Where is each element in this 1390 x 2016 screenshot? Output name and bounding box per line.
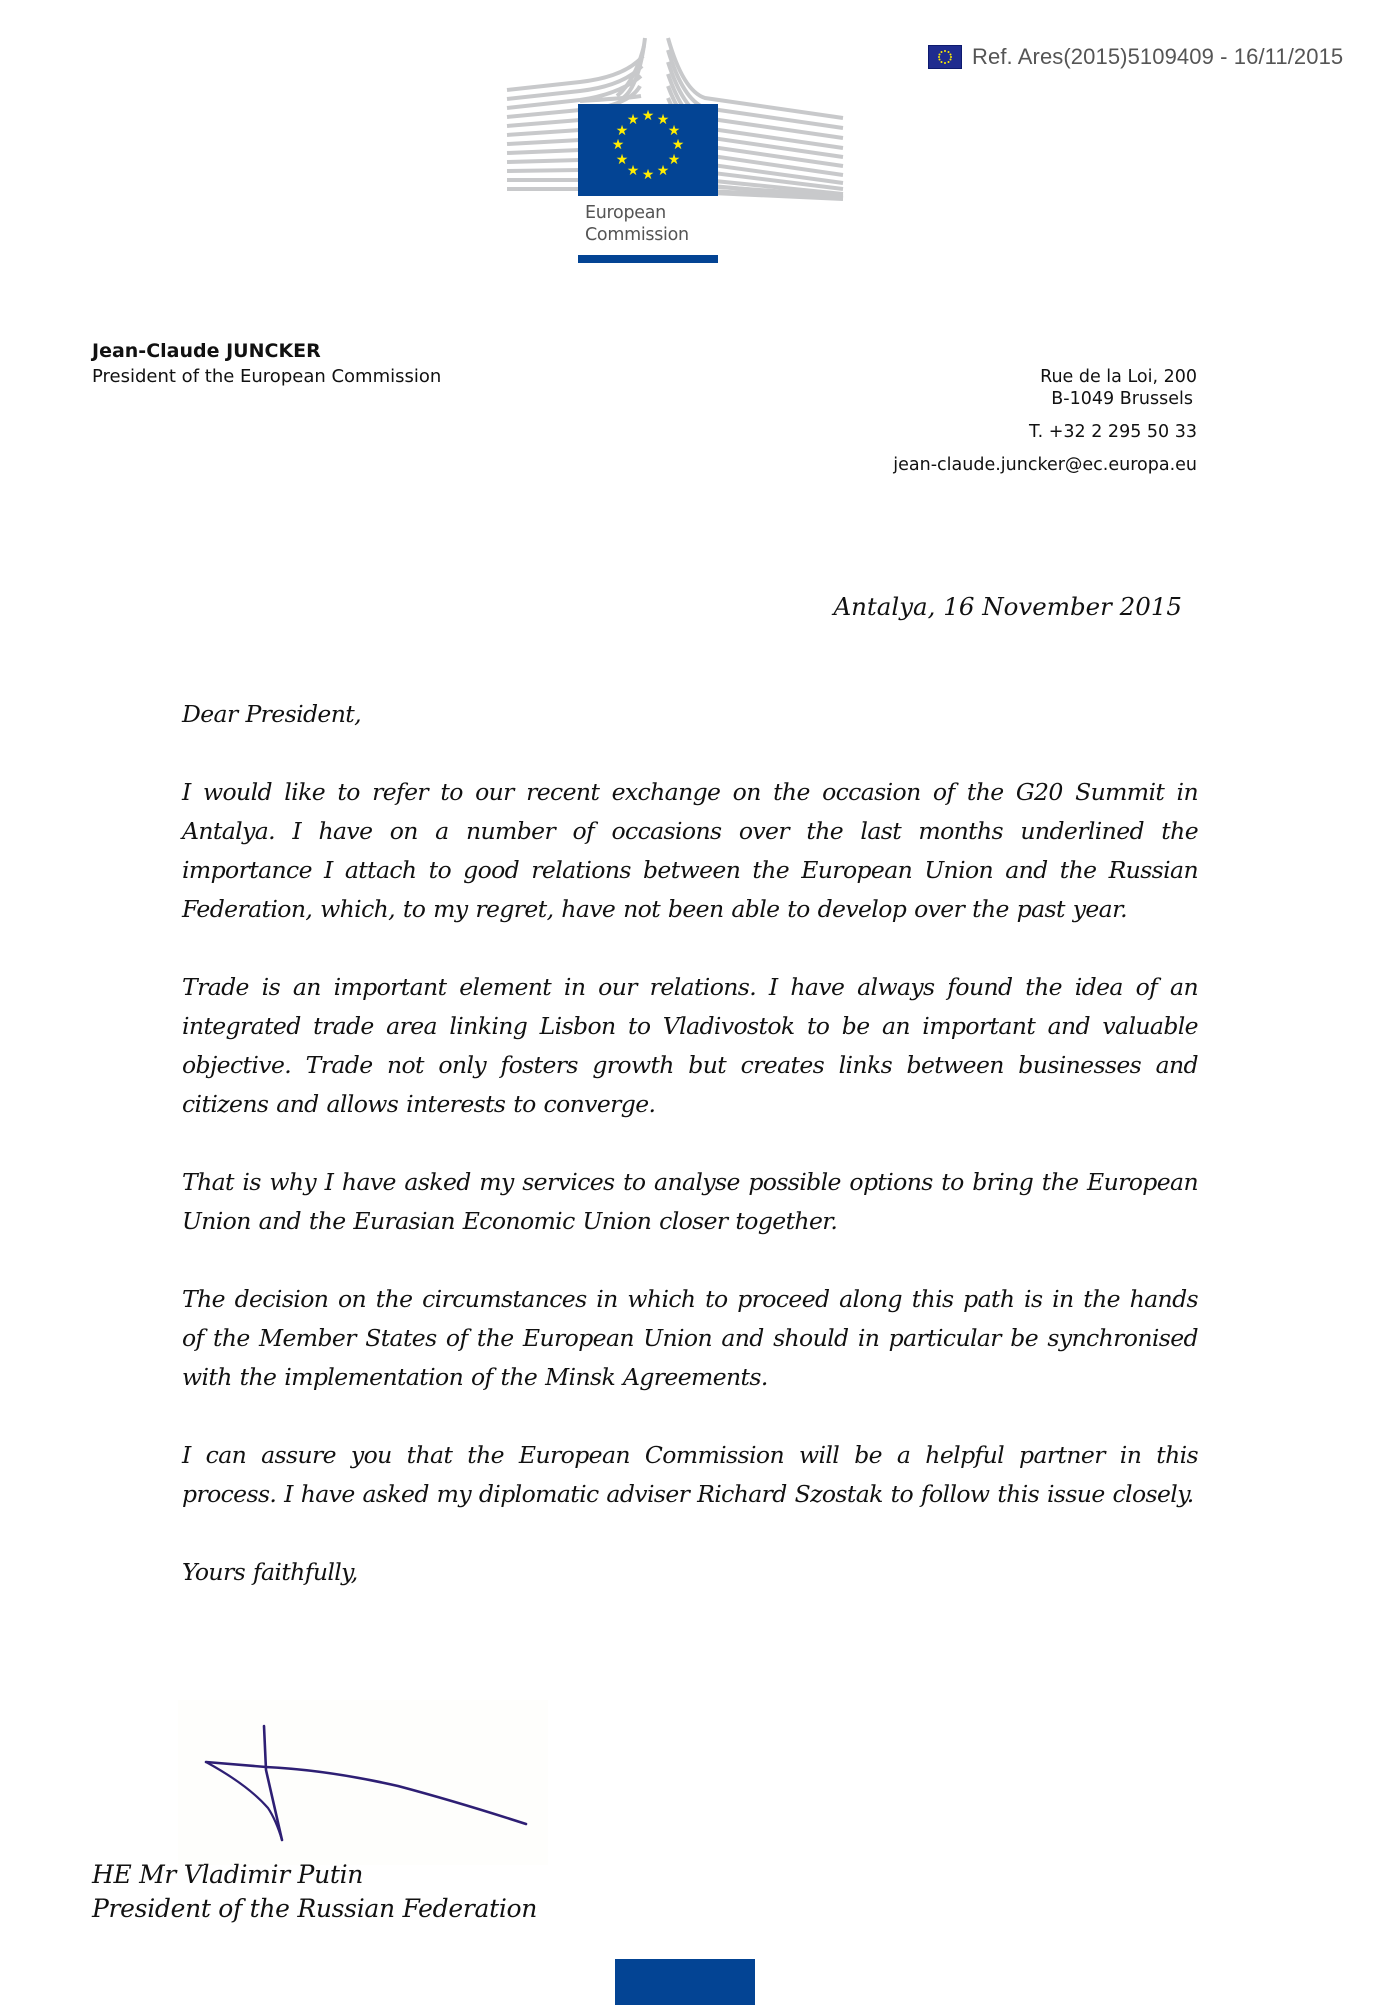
paragraph-1: I would like to refer to our recent exchange on the occasion of the G20 Summit in Antalya. I have on a number of occasions over the last months underlined the importance I attach to good relations between the European Union and the Russian Federation, which, to my regret, have not been able to develop over the past year. bbox=[182, 778, 1198, 923]
svg-text:★: ★ bbox=[656, 163, 670, 179]
paragraph-2: Trade is an important element in our relations. I have always found the idea of an integrated trade area linking Lisbon to Vladivostok to be an important and valuable objective. Trade not only fosters growth but creates links between businesses and citizens and allows interests to converge. bbox=[182, 973, 1198, 1118]
handwritten-signature-icon bbox=[178, 1700, 548, 1865]
recipient-block bbox=[92, 1858, 537, 1926]
salutation: Dear President, bbox=[182, 700, 361, 728]
sender-title: President of the European Commission bbox=[92, 366, 442, 387]
recipient-name: HE Mr Vladimir Putin bbox=[92, 1860, 364, 1889]
eu-flag-icon bbox=[928, 45, 962, 69]
sender-address-block bbox=[893, 366, 1197, 476]
svg-text:★: ★ bbox=[611, 137, 625, 153]
logo-text bbox=[585, 202, 689, 246]
european-commission-logo bbox=[505, 36, 845, 268]
svg-text:★: ★ bbox=[615, 152, 629, 168]
phone-number: T. +32 2 295 50 33 bbox=[1029, 422, 1197, 442]
svg-text:★: ★ bbox=[667, 123, 681, 139]
reference-number: Ref. Ares(2015)5109409 - 16/11/2015 bbox=[972, 44, 1344, 69]
address-street: Rue de la Loi, 200 bbox=[1040, 367, 1197, 387]
email-address[interactable]: jean-claude.juncker@ec.europa.eu bbox=[893, 455, 1197, 475]
svg-text:★: ★ bbox=[615, 123, 629, 139]
reference-header bbox=[928, 44, 1343, 70]
sender-name: Jean-Claude JUNCKER bbox=[92, 340, 321, 362]
svg-text:★: ★ bbox=[671, 137, 685, 153]
footer-blue-bar bbox=[615, 1959, 755, 2005]
paragraph-3: That is why I have asked my services to analyse possible options to bring the European Union and the Eurasian Economic Union closer together. bbox=[182, 1168, 1198, 1235]
svg-text:★: ★ bbox=[667, 152, 681, 168]
svg-text:★: ★ bbox=[641, 108, 655, 124]
svg-text:★: ★ bbox=[641, 167, 655, 183]
signature-image bbox=[178, 1700, 548, 1865]
paragraph-4: The decision on the circumstances in which to proceed along this path is in the hands of the Member States of the European Union and should in particular be synchronised with the implementation of the Minsk Agreements. bbox=[182, 1285, 1198, 1391]
svg-text:★: ★ bbox=[656, 112, 670, 128]
svg-text:★: ★ bbox=[626, 112, 640, 128]
address-city: B-1049 Brussels bbox=[1051, 389, 1193, 409]
logo-line-commission: Commission bbox=[585, 225, 689, 245]
letter-date: Antalya, 16 November 2015 bbox=[833, 592, 1182, 621]
logo-line-european: European bbox=[585, 203, 666, 223]
paragraph-5: I can assure you that the European Commission will be a helpful partner in this process. I have asked my diplomatic adviser Richard Szostak to follow this issue closely. bbox=[182, 1441, 1198, 1508]
closing: Yours faithfully, bbox=[182, 1558, 358, 1586]
svg-text:★: ★ bbox=[626, 163, 640, 179]
recipient-title: President of the Russian Federation bbox=[92, 1894, 538, 1923]
letter-body bbox=[182, 695, 1198, 1631]
